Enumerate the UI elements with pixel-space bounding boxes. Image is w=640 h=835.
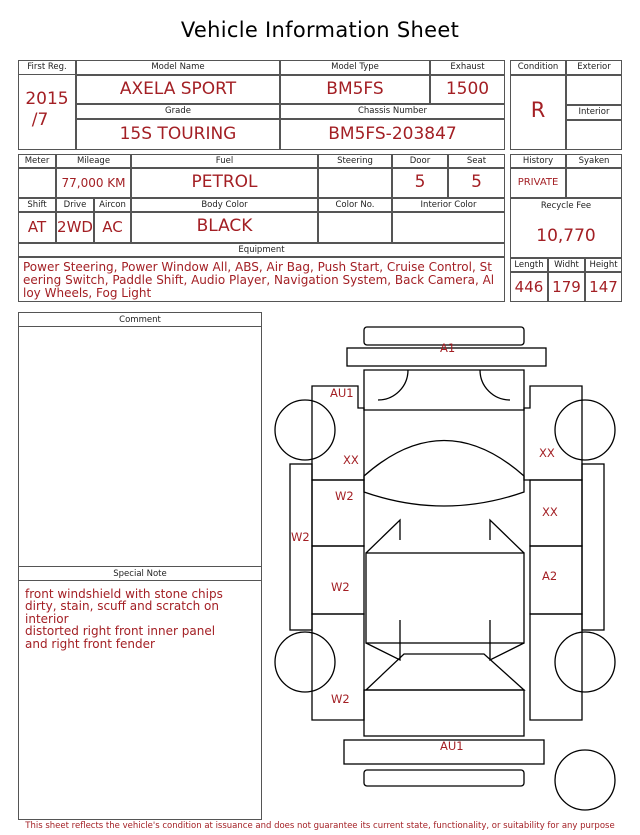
steering-cell xyxy=(318,168,392,198)
exterior-label: Exterior xyxy=(577,62,611,72)
right-rear-wheel xyxy=(555,632,615,692)
damage-left-rear-door: W2 xyxy=(331,580,350,594)
first-reg-year: 2015 xyxy=(25,89,69,109)
shift-value: AT xyxy=(27,218,47,236)
mileage-value: 77,000 KM xyxy=(61,176,126,190)
body-color-value: BLACK xyxy=(196,216,253,236)
fuel-value: PETROL xyxy=(191,172,258,192)
drive-label: Drive xyxy=(63,200,87,210)
comment-label: Comment xyxy=(119,315,161,325)
grade-label: Grade xyxy=(165,106,191,116)
door-label: Door xyxy=(409,156,431,166)
damage-left-side: W2 xyxy=(291,530,310,544)
first-reg-label: First Reg. xyxy=(27,62,67,72)
page-title: Vehicle Information Sheet xyxy=(180,18,460,42)
right-headlight-curve xyxy=(480,370,510,400)
interior-color-label: Interior Color xyxy=(420,200,477,210)
steering-label: Steering xyxy=(337,156,373,166)
equipment-label: Equipment xyxy=(238,245,285,255)
exhaust-label: Exhaust xyxy=(450,62,485,72)
history-label: History xyxy=(522,156,554,166)
right-side-sill xyxy=(582,464,604,630)
right-front-wheel xyxy=(555,400,615,460)
color-no-cell xyxy=(318,212,392,243)
first-reg-month: /7 xyxy=(31,110,49,130)
recycle-fee-value: 10,770 xyxy=(536,226,596,246)
exterior-cell xyxy=(566,75,622,105)
drive-value: 2WD xyxy=(57,218,93,236)
special-note-line-3: distorted right front inner panel and right front fender xyxy=(25,624,216,651)
fuel-label: Fuel xyxy=(215,156,234,166)
meter-cell xyxy=(18,168,56,198)
damage-left-rear-quarter: W2 xyxy=(331,692,350,706)
right-c-pillar xyxy=(490,620,524,660)
windshield xyxy=(364,441,524,507)
meter-label: Meter xyxy=(24,156,50,166)
history-value: PRIVATE xyxy=(517,177,559,188)
body-color-label: Body Color xyxy=(201,200,248,210)
seat-value: 5 xyxy=(471,172,482,192)
model-type-value: BM5FS xyxy=(326,79,384,99)
damage-front-bumper: A1 xyxy=(440,341,456,355)
special-note-line-1: front windshield with stone chips xyxy=(25,587,223,601)
equipment-value: Power Steering, Power Window All, ABS, Air Bag, Push Start, Cruise Control, Steering Switch, Paddle Shift, Audio Player, Navigation System, Back Camera, Alloy Wheels, Fog Light xyxy=(23,260,495,300)
grade-value: 15S TOURING xyxy=(119,124,237,144)
chassis-label: Chassis Number xyxy=(357,106,428,116)
aircon-label: Aircon xyxy=(99,200,126,210)
damage-right-fender: XX xyxy=(539,446,555,460)
model-name-value: AXELA SPORT xyxy=(119,79,237,99)
left-a-pillar xyxy=(366,520,400,553)
aircon-value: AC xyxy=(102,218,123,236)
width-label: Widht xyxy=(554,260,579,270)
damage-left-front-corner: AU1 xyxy=(330,386,354,400)
car-damage-diagram xyxy=(272,322,622,820)
roof-panel xyxy=(366,553,524,643)
syaken-cell xyxy=(566,168,622,198)
left-side-sill xyxy=(290,464,312,630)
length-value: 446 xyxy=(514,278,544,296)
left-c-pillar xyxy=(366,620,400,660)
special-note-line-2: dirty, stain, scuff and scratch on interior xyxy=(25,599,219,626)
chassis-value: BM5FS-203847 xyxy=(328,124,457,144)
height-value: 147 xyxy=(589,278,618,296)
syaken-label: Syaken xyxy=(578,156,610,166)
model-name-label: Model Name xyxy=(151,62,205,72)
exhaust-value: 1500 xyxy=(445,79,490,99)
shift-label: Shift xyxy=(27,200,47,210)
rear-bumper-bottom xyxy=(364,770,524,786)
left-rear-wheel xyxy=(275,632,335,692)
condition-label: Condition xyxy=(517,62,559,72)
right-front-fender xyxy=(524,386,582,480)
recycle-fee-label: Recycle Fee xyxy=(540,201,592,211)
damage-right-front-door: XX xyxy=(542,505,558,519)
length-label: Length xyxy=(514,260,544,270)
condition-value: R xyxy=(530,98,546,122)
disclaimer-footer: This sheet reflects the vehicle's condition at issuance and does not guarantee its current state, functionality, or suitability for any purpose xyxy=(25,821,615,831)
width-value: 179 xyxy=(552,278,581,296)
mileage-label: Mileage xyxy=(76,156,111,166)
damage-left-fender: XX xyxy=(343,453,359,467)
seat-label: Seat xyxy=(466,156,487,166)
interior-color-cell xyxy=(392,212,505,243)
color-no-label: Color No. xyxy=(335,200,375,210)
damage-rear-bumper: AU1 xyxy=(440,739,464,753)
left-front-wheel xyxy=(275,400,335,460)
interior-label: Interior xyxy=(578,107,610,117)
height-label: Height xyxy=(589,260,618,270)
left-headlight-curve xyxy=(378,370,408,400)
door-value: 5 xyxy=(414,172,426,192)
interior-cell xyxy=(566,120,622,150)
rear-window xyxy=(366,654,524,690)
right-a-pillar xyxy=(490,520,524,553)
spare-wheel xyxy=(555,750,615,810)
trunk-lid xyxy=(364,690,524,736)
hood-panel xyxy=(364,370,524,410)
model-type-label: Model Type xyxy=(331,62,379,72)
damage-right-rear-door: A2 xyxy=(542,569,558,583)
damage-left-front-door: W2 xyxy=(335,489,354,503)
special-note-label: Special Note xyxy=(113,569,167,579)
